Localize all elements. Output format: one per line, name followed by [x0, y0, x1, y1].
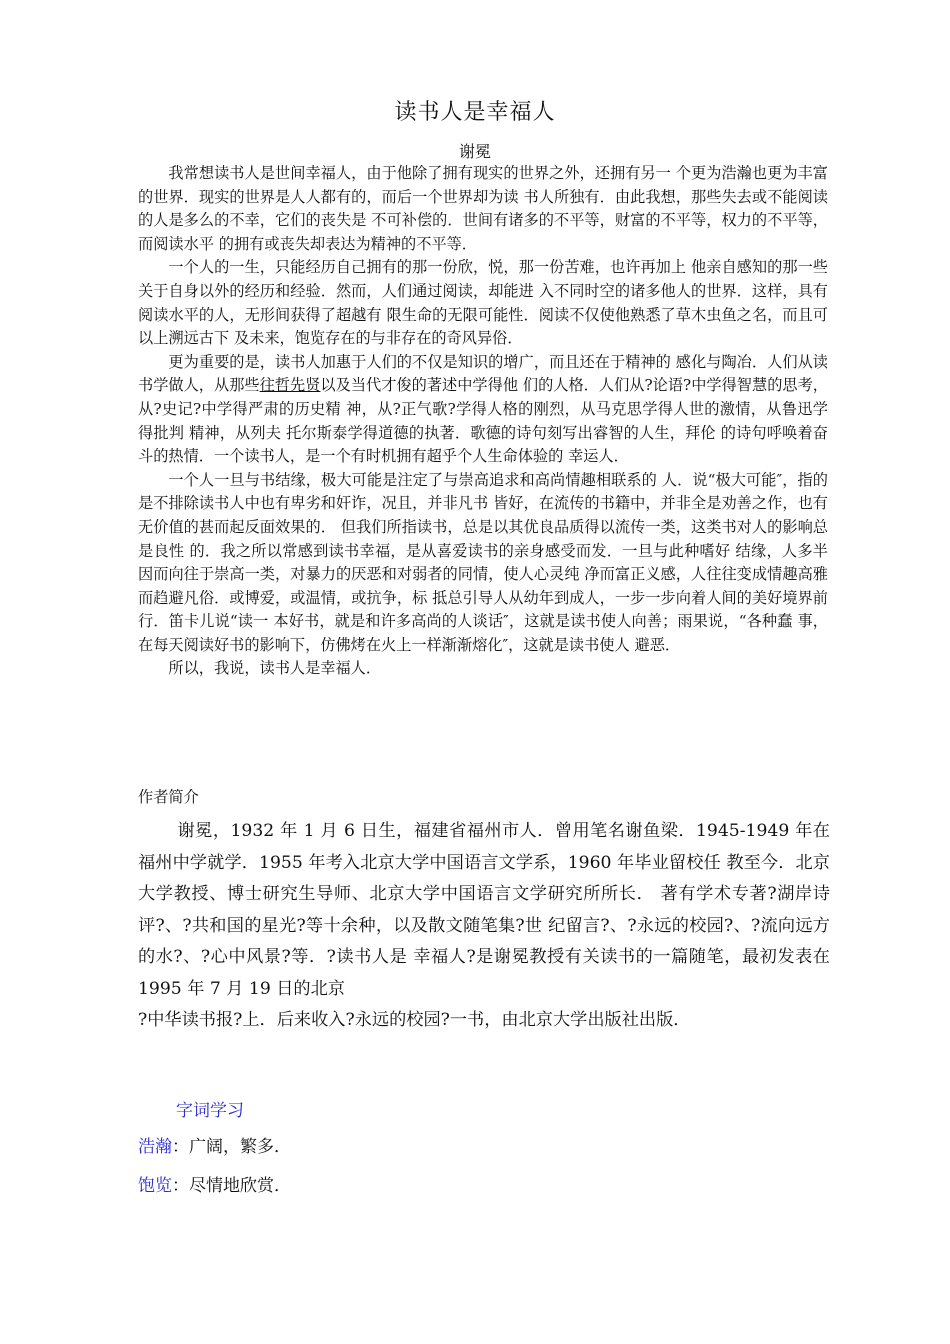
- essay-paragraph-1: 我常想读书人是世间幸福人，由于他除了拥有现实的世界之外，还拥有另一 个更为浩瀚也更为丰富的世界．现实的世界是人人都有的，而后一个世界却为读 书人所独有．由此我想，那些失去或不能阅读的人是多么的不幸，它们的丧失是 不可补偿的．世间有诸多的不平等，财富的不平等，权力的不平等，而阅读水平 的拥有或丧失却表达为精神的不平等．: [138, 164, 828, 253]
- author-bio: [138, 816, 830, 1037]
- bio-heading: 作者简介: [138, 788, 199, 806]
- vocab-term: 饱览: [138, 1176, 172, 1196]
- essay-paragraph-3: [138, 351, 828, 469]
- essay-paragraph-4: 一个人一旦与书结缘，极大可能是注定了与崇高追求和高尚情趣相联系的 人．说“极大可能″，指的是不排除读书人中也有卑劣和奸诈，况且，并非凡书 皆好，在流传的书籍中，并非全是劝善之作，也有无价值的甚而起反面效果的． 但我们所指读书，总是以其优良品质得以流传一类，这类书对人的影响总是良性 的．我之所以常感到读书幸福，是从喜爱读书的亲身感受而发．一旦与此种嗜好 结缘，人多半因而向往于崇高一类，对暴力的厌恶和对弱者的同情，使人心灵纯 净而富正义感，人往往变成情趣高雅而趋避凡俗．或博爱，或温情，或抗争，标 抵总引导人从幼年到成人，一步一步向着人间的美好境界前行．笛卡儿说“读一 本好书，就是和许多高尚的人谈话″，这就是读书使人向善；雨果说，“各种蠢 事，在每天阅读好书的影响下，仿佛烤在火上一样渐渐熔化″，这就是读书使人 避恶．: [138, 470, 828, 654]
- essay-paragraph-5: 所以，我说，读书人是幸福人．: [168, 659, 382, 678]
- essay-paragraph-3-part-b: 以及当代才俊的著述中学得他 们的人格．人们从?论语?中学得智慧的思考，从?史记?中学得严肃的历史精 神，从?正气歌?学得人格的刚烈，从马克思学得人世的激情，从鲁迅学得批判 精神，从列夫 托尔斯泰学得道德的执著．歌德的诗句刻写出睿智的人生，拜伦 的诗句呼唤着奋斗的热情．一个读书人，是一个有时机拥有超乎个人生命体验的 幸运人．: [138, 376, 828, 466]
- author-name: 谢冕: [458, 142, 491, 161]
- essay-paragraph-2: 一个人的一生，只能经历自己拥有的那一份欣，悦，那一份苦难，也许再加上 他亲自感知的那一些关于自身以外的经历和经验．然而，人们通过阅读，却能进 入不同时空的诸多他人的世界．这样，具有阅读水平的人，无形间获得了超越有 限生命的无限可能性．阅读不仅使他熟悉了草木虫鱼之名，而且可以上溯远古下 及未来，饱览存在的与非存在的奇风异俗．: [138, 258, 828, 348]
- vocab-definition: 广阔，繁多．: [189, 1137, 291, 1157]
- underlined-term: 往哲先贤: [259, 376, 321, 395]
- bio-paragraph-1: 谢冕，1932 年 1 月 6 日生，福建省福州市人．曾用笔名谢鱼梁．1945-1949 年在福州中学就学．1955 年考入北京大学中国语言文学系，1960 年毕业留校任 教至今．北京大学教授、博士研究生导师、北京大学中国语言文学研究所所长． 著有学术专著?湖岸诗评?、?共和国的星光?等十余种，以及散文随笔集?世 纪留言?、?永远的校园?、?流向远方的水?、?心中风景?等．?读书人是 幸福人?是谢冕教授有关读书的一篇随笔，最初发表在 1995 年 7 月 19 日的北京: [138, 821, 830, 999]
- essay-body: [138, 162, 828, 681]
- vocab-item: [138, 1132, 291, 1157]
- vocab-separator: ：: [172, 1137, 189, 1157]
- vocab-item: [138, 1171, 291, 1196]
- page-title: 读书人是幸福人: [394, 100, 556, 125]
- vocab-heading: 字词学习: [176, 1101, 244, 1121]
- bio-paragraph-2: ?中华读书报?上．后来收入?永远的校园?一书，由北京大学出版社出版．: [138, 1010, 691, 1030]
- essay-paragraph-3-part-a: 更为重要的是，读书人加惠于人们的不仅是知识的增广，而且还在于精神的 感化与陶冶．人们从读书学做人，从那些: [138, 352, 828, 395]
- vocab-term: 浩瀚: [138, 1137, 172, 1157]
- vocab-separator: ：: [172, 1176, 189, 1196]
- vocab-definition: 尽情地欣赏．: [189, 1176, 291, 1196]
